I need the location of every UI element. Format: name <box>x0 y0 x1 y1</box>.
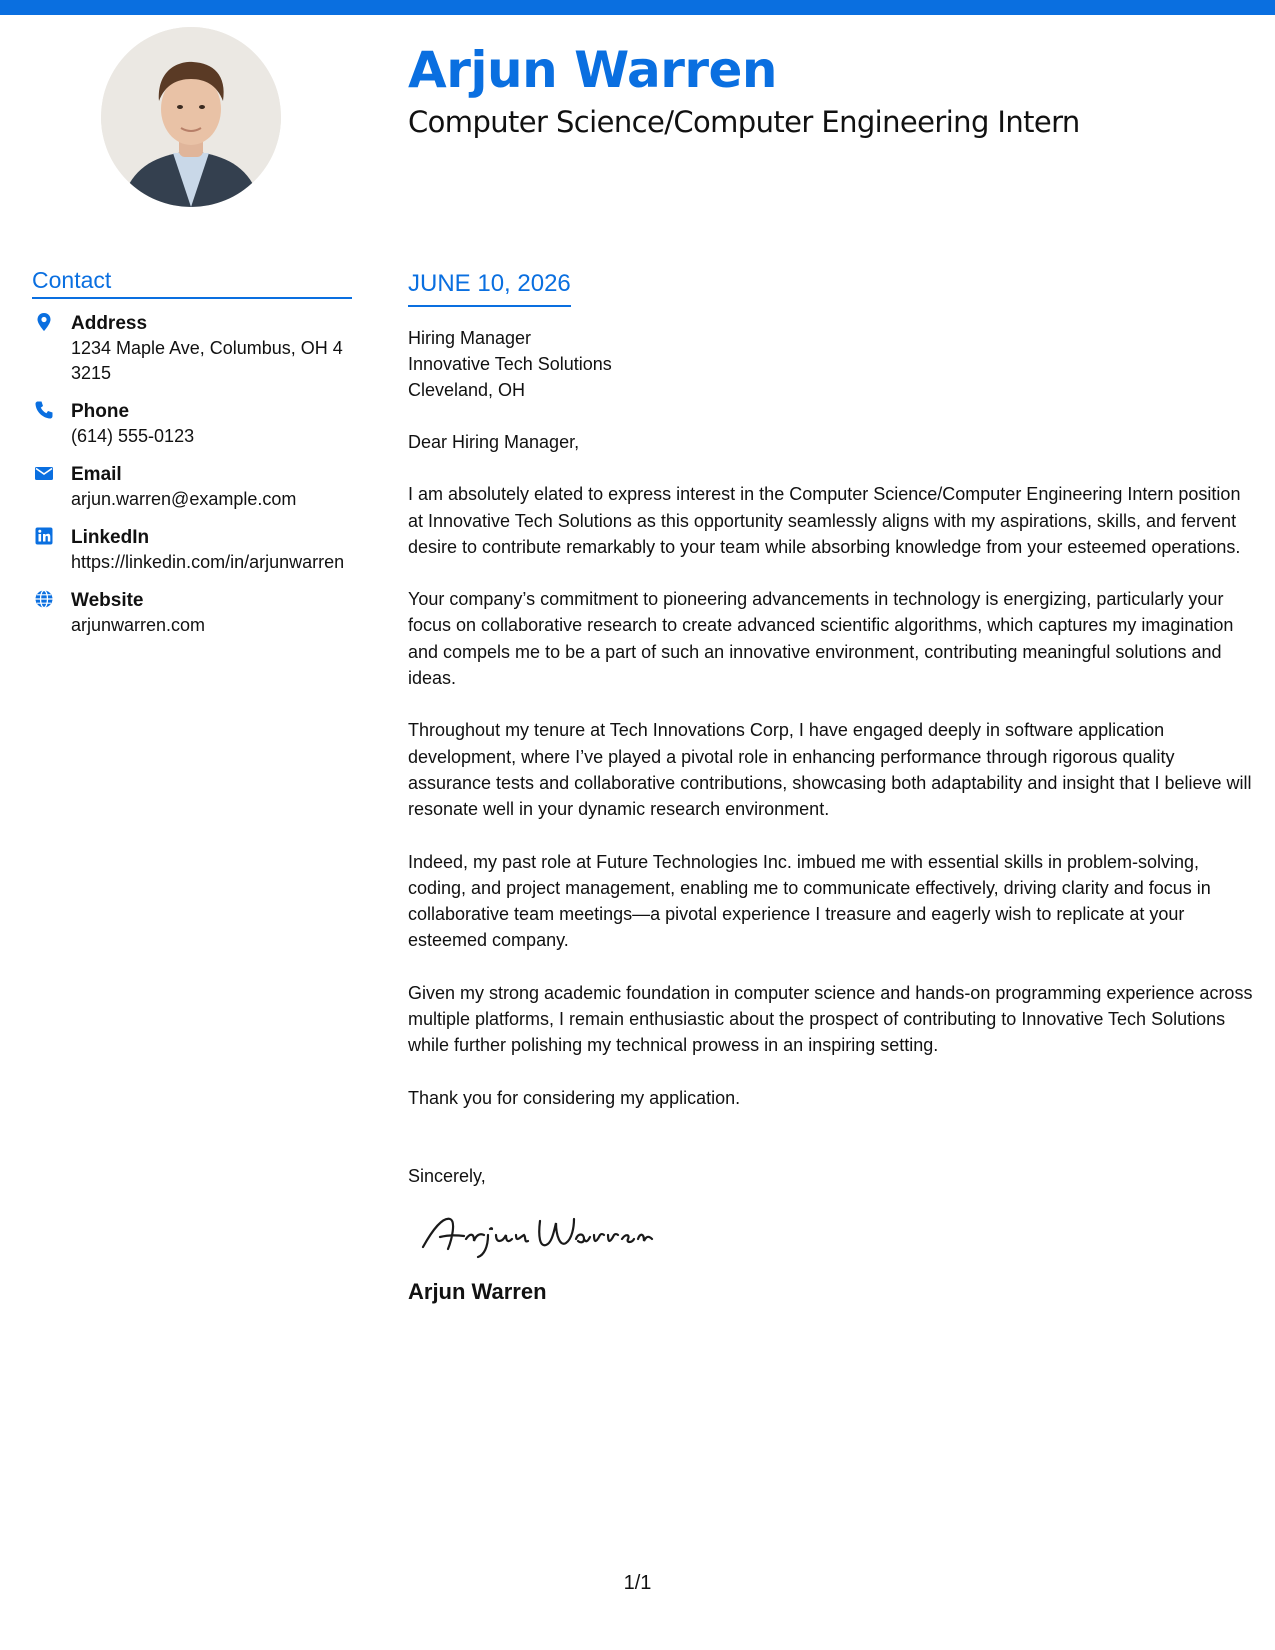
letter-date: JUNE 10, 2026 <box>408 268 571 307</box>
paragraph-1: I am absolutely elated to express interest in the Computer Science/Computer Engineering Intern position at Innovative Tech Solutions as this opportunity seamlessly aligns with my aspirations, skills, and fervent desire to contribute remarkably to your team while absorbing knowledge from your esteemed operations. <box>408 484 1241 557</box>
page-number: 1/1 <box>623 1572 652 1594</box>
phone-icon <box>34 400 54 420</box>
salutation: Dear Hiring Manager, <box>408 432 580 452</box>
applicant-name: Arjun Warren <box>408 41 778 99</box>
address-value: 1234 Maple Ave, Columbus, OH 43215 <box>71 338 343 383</box>
paragraph-3: Throughout my tenure at Tech Innovations Corp, I have engaged deeply in software application development, where I’ve played a pivotal role in enhancing performance through rigorous quality assurance tests and collaborative contributions, showcasing both adaptability and insight that I believe will resonate well in your dynamic research environment. <box>408 720 1252 820</box>
contact-section-title: Contact <box>32 266 352 299</box>
contact-address <box>32 311 352 386</box>
job-title: Computer Science/Computer Engineering Intern <box>408 105 1080 139</box>
profile-photo <box>101 27 281 207</box>
map-pin-icon <box>34 312 54 332</box>
linkedin-value[interactable]: https://linkedin.com/in/arjunwarren <box>71 552 345 572</box>
recipient-block <box>408 325 1253 403</box>
recipient-name: Hiring Manager <box>408 328 532 348</box>
contact-linkedin <box>32 525 352 575</box>
email-label: Email <box>71 464 122 485</box>
letter-body <box>408 268 1253 1306</box>
paragraph-4: Indeed, my past role at Future Technologies Inc. imbued me with essential skills in problem-solving, coding, and project management, enabling me to communicate effectively, driving clarity and focus in collaborative team meetings—a pivotal experience I treasure and eagerly wish to replicate at your esteemed company. <box>408 851 1211 951</box>
globe-icon <box>34 589 54 609</box>
address-label: Address <box>71 313 148 334</box>
email-value[interactable]: arjun.warren@example.com <box>71 489 297 509</box>
phone-value: (614) 555-0123 <box>71 426 195 446</box>
linkedin-icon <box>34 526 54 546</box>
contact-website <box>32 588 352 638</box>
recipient-location: Cleveland, OH <box>408 380 526 400</box>
closing: Sincerely, <box>408 1165 486 1186</box>
paragraph-5: Given my strong academic foundation in computer science and hands-on programming experience across multiple platforms, I remain enthusiastic about the prospect of contributing to Innovative Tech Solutions while further polishing my technical prowess in an inspiring setting. <box>408 982 1253 1056</box>
email-icon <box>34 463 54 483</box>
phone-label: Phone <box>71 401 130 422</box>
contact-phone <box>32 399 352 449</box>
website-value[interactable]: arjunwarren.com <box>71 615 206 635</box>
recipient-company: Innovative Tech Solutions <box>408 354 612 374</box>
linkedin-label: LinkedIn <box>71 527 150 548</box>
handwritten-signature <box>418 1209 1253 1264</box>
paragraph-closing-thanks: Thank you for considering my application. <box>408 1087 741 1108</box>
top-accent-bar <box>0 0 1275 15</box>
contact-email <box>32 462 352 512</box>
contact-sidebar <box>32 266 352 651</box>
website-label: Website <box>71 590 144 611</box>
paragraph-2: Your company’s commitment to pioneering advancements in technology is energizing, particularly your focus on collaborative research to create advanced scientific algorithms, which captures my imagination and compels me to be a part of such an innovative environment, contributing meaningful solutions and ideas. <box>408 589 1234 689</box>
signed-name: Arjun Warren <box>408 1278 547 1304</box>
